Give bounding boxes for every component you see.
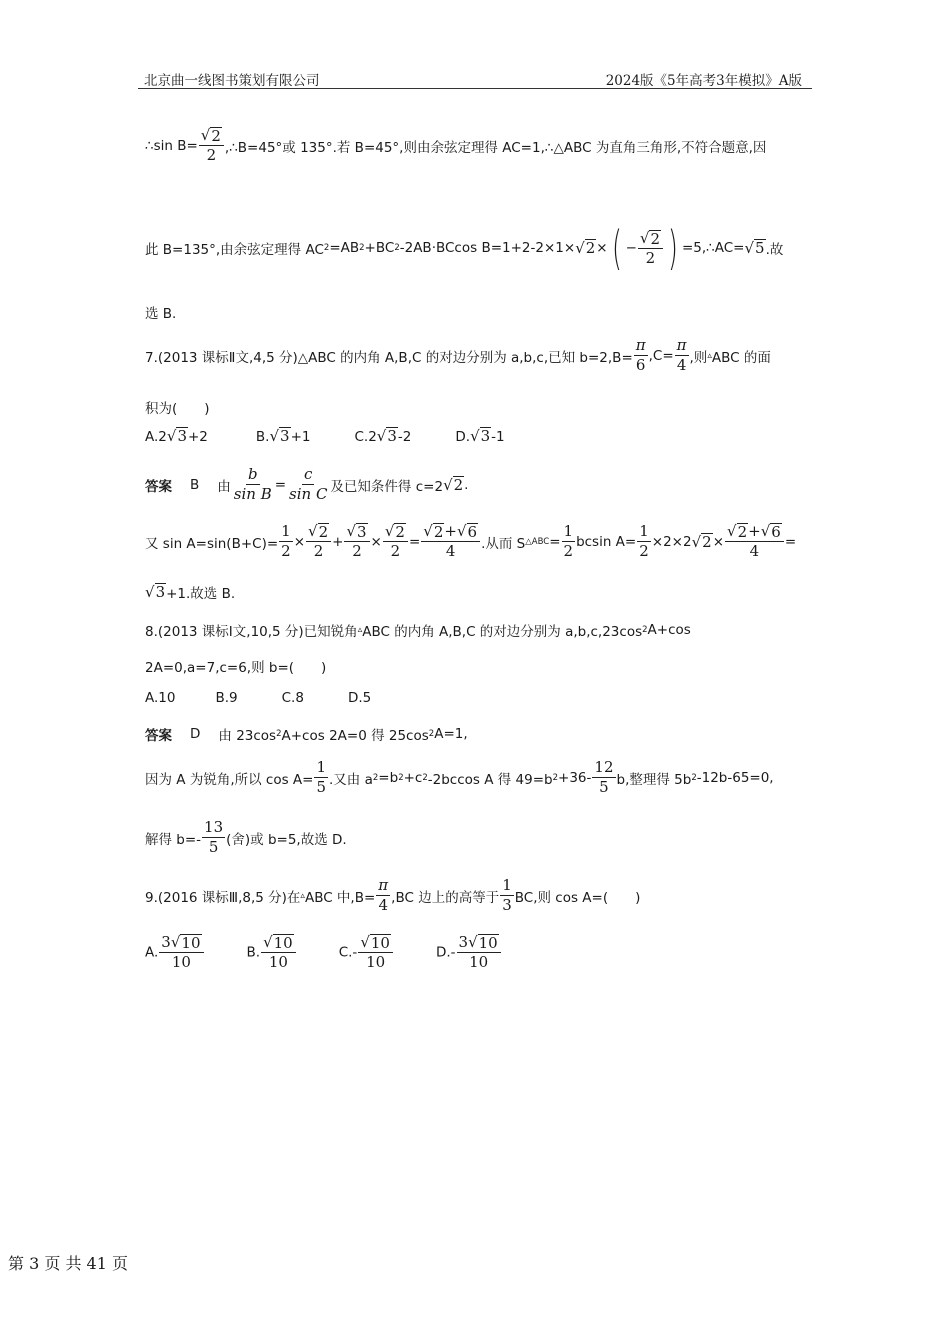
answer-label: 答案 [145, 478, 172, 495]
right-paren: ) [668, 221, 678, 275]
q7-solution-line2: 又 sin A=sin(B+C)= $\frac{1}{2}$ × √ 2 2 + √ 3 2 × √ 2 2 = √ 2 + √ 6 4 .从而 S △ABC = $\frac{1}{2}$ bcsin A= $\frac{1}{2}$ ×2×2 √ 2 × √ 2 + √ 6 4 = [145, 522, 797, 560]
option-b: B.9 [215, 690, 238, 706]
sol6-line3: 选 B. [145, 306, 177, 322]
q7-options [145, 427, 505, 445]
sol6-line1: ∴sin B= √ 2 2 ,∴B=45°或 135°.若 B=45°,则由余弦定理得 AC=1,∴△ABC 为直角三角形,不符合题意,因 [145, 126, 767, 164]
sqrt: √ 2 [575, 239, 596, 257]
option-a: A.2 √ 3 +2 [145, 427, 208, 445]
sol6-line2: 此 B=135°,由余弦定理得 AC 2 =AB 2 +BC 2 -2AB·BCcos B=1+2-2×1× √ 2 × ( − √ 2 2 ) =5,∴AC= √ 5 .故 [145, 221, 784, 275]
q9-stem: 9.(2016 课标Ⅲ,8,5 分)在 ▵ ABC 中,B= $\frac{\pi}{4}$ ,BC 边上的高等于 $\frac{1}{3}$ BC,则 cos A=( ) [145, 876, 641, 914]
q8-stem1: 8.(2013 课标Ⅰ文,10,5 分)已知锐角 ▵ ABC 的内角 A,B,C 的对边分别为 a,b,c,23cos 2 A+cos [145, 622, 691, 640]
fraction: √ 2 2 [638, 229, 663, 268]
q9-options [145, 933, 502, 972]
page-footer: 第 3 页 共 41 页 [8, 1254, 128, 1273]
answer-letter: B [190, 476, 200, 493]
fraction: √ 2 2 [199, 126, 224, 165]
option-b: B. √ 3 +1 [255, 427, 311, 445]
q8-answer: 答案 D 由 23cos 2 A+cos 2A=0 得 25cos 2 A=1, [145, 726, 468, 744]
option-c: C.8 [281, 690, 304, 706]
q7-answer: 答案 B 由 $\frac{b}{\text{sin B}}$ = $\frac{c}{\text{sin C}}$ 及已知条件得 c=2 √ 2 . [145, 465, 469, 503]
left-paren: ( [611, 221, 622, 275]
q8-options [145, 690, 371, 706]
page-header [138, 66, 812, 89]
option-a: A. 3 √ 10 10 [145, 933, 205, 972]
option-b: B. √ 10 10 [247, 933, 297, 972]
option-d: D.5 [347, 690, 372, 706]
q8-solution-line2: 因为 A 为锐角,所以 cos A= $\frac{1}{5}$ .又由 a 2 =b 2 +c 2 -2bccos A 得 49=b 2 +36- $\frac{12}{5}$ b,整理得 5b 2 -12b-65=0, [145, 758, 774, 796]
option-d: D. √ 3 -1 [455, 427, 505, 445]
option-c: C.2 √ 3 -2 [354, 427, 412, 445]
q8-stem2: 2A=0,a=7,c=6,则 b=( ) [145, 660, 327, 676]
sqrt: √ 5 [744, 239, 765, 257]
q8-solution-line3: 解得 b=- $\frac{13}{5}$ (舍)或 b=5,故选 D. [145, 818, 347, 856]
q7-solution-line3: √ 3 +1.故选 B. [145, 583, 236, 602]
option-a: A.10 [145, 690, 176, 706]
q7-stem2: 积为( ) [145, 401, 210, 417]
sqrt: √ 2 [200, 126, 221, 145]
publisher: 北京曲一线图书策划有限公司 [144, 73, 320, 89]
option-d: D.- 3 √ 10 10 [436, 933, 502, 972]
book-title: 2024版《5年高考3年模拟》A版 [605, 73, 802, 89]
q7-stem: 7.(2013 课标Ⅱ文,4,5 分)△ABC 的内角 A,B,C 的对边分别为 a,b,c,已知 b=2,B= $\frac{\pi}{6}$ ,C= $\frac{\pi}{4}$ ,则 ▵ ABC 的面 [145, 336, 771, 374]
option-c: C.- √ 10 10 [339, 933, 394, 972]
